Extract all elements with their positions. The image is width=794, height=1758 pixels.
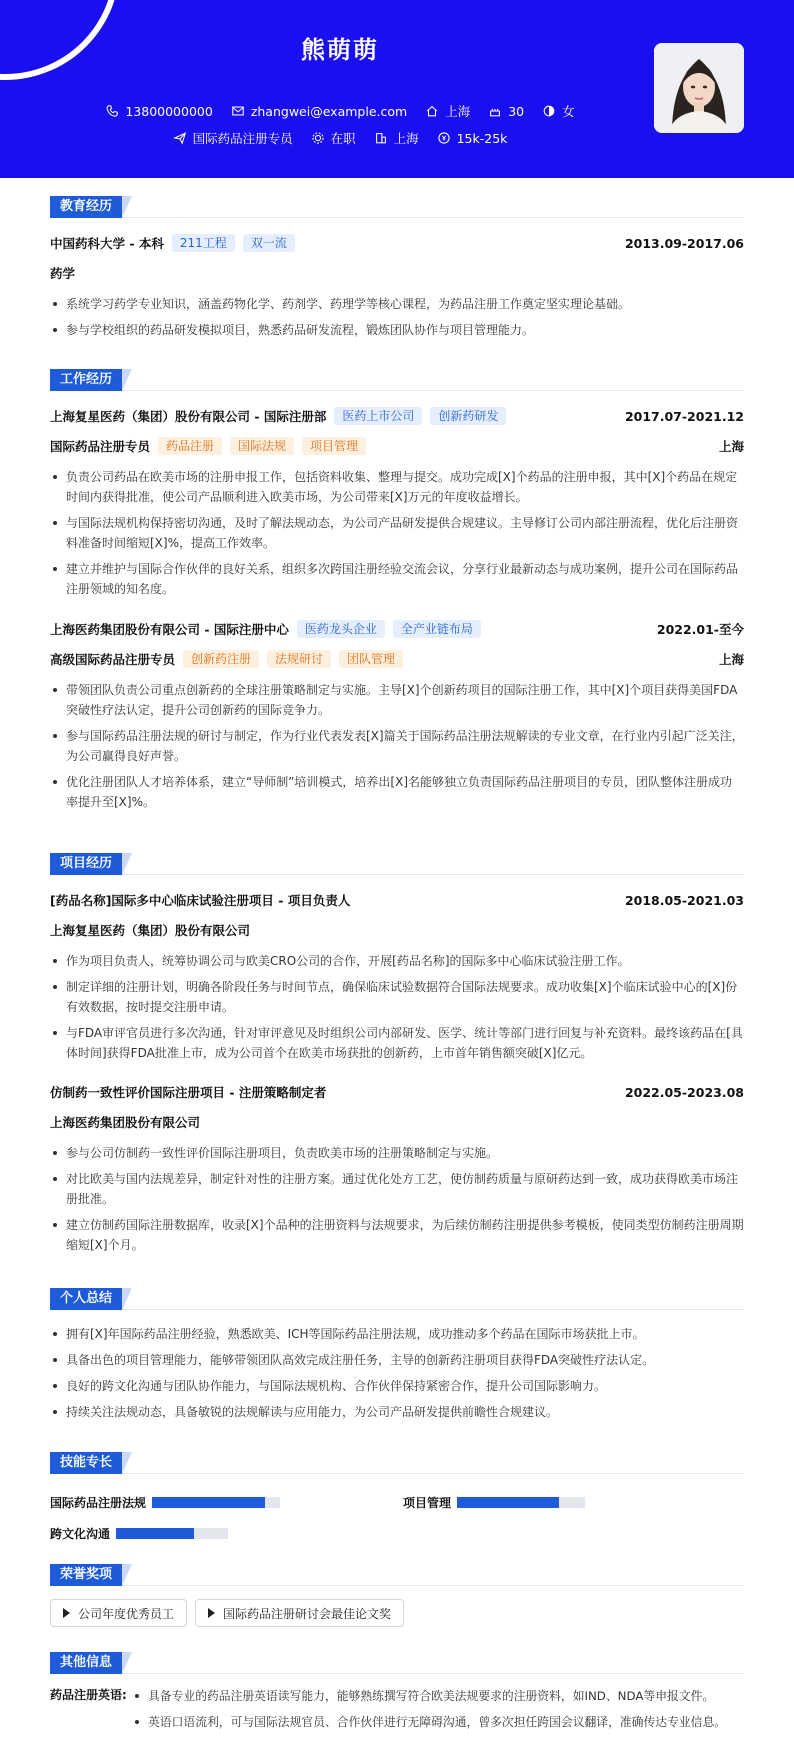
education-section [50,196,744,337]
candidate-name: 熊萌萌 [301,36,379,64]
project-org: 上海医药集团股份有限公司 [50,1115,201,1130]
coin-icon [437,131,451,145]
role-tag: 团队管理 [339,650,403,668]
work-period: 2017.07-2021.12 [624,408,744,424]
project-title: 仿制药一致性评价国际注册项目 - 注册策略制定者 [50,1085,327,1100]
skill-item [50,1525,228,1542]
other-title: 其他信息 [50,1652,122,1674]
project-period: 2022.05-2023.08 [624,1084,744,1100]
work-bullets [50,680,744,818]
skill-bar-fill [116,1528,194,1539]
gear-icon [311,131,325,145]
skill-name: 项目管理 [403,1496,452,1510]
email-item [231,104,407,119]
education-bullets [50,294,744,346]
work-role [50,650,403,668]
project-period: 2018.05-2021.03 [624,892,744,908]
phone-icon [105,104,119,118]
other-bullets [132,1686,744,1738]
gender-item [542,102,575,120]
role-name: 高级国际药品注册专员 [50,652,176,667]
role-tag: 药品注册 [158,437,222,455]
list-item: 具备专业的药品注册英语读写能力，能够熟练撰写符合欧美法规要求的注册资料，如IND、NDA等申报文件。 [132,1686,744,1706]
work-section [50,369,744,809]
summary-bullets [50,1324,744,1428]
skill-bar [116,1528,228,1539]
company-name: 上海医药集团股份有限公司 - 国际注册中心 [50,622,289,637]
work-company [50,407,506,425]
projects-section [50,853,744,1252]
project-org-row [50,921,744,939]
list-item: 负责公司药品在欧美市场的注册申报工作，包括资料收集、整理与提交。成功完成[X]个药品的注册申报，其中[X]个药品在规定时间内获得批准，使公司产品顺利进入欧美市场，为公司带来[X]万元的年度收益增长。 [50,467,744,507]
role-tag: 项目管理 [302,437,366,455]
work-header [50,369,744,391]
list-item: 制定详细的注册计划，明确各阶段任务与时间节点，确保临床试验数据符合国际法规要求。成功收集[X]个临床试验中心的[X]份有效数据，按时提交注册申请。 [50,977,744,1017]
summary-section [50,1288,744,1419]
cake-icon [488,104,502,118]
skills-title: 技能专长 [50,1452,122,1474]
job-intent-row [0,129,680,147]
list-item: 优化注册团队人才培养体系，建立“导师制”培训模式，培养出[X]名能够独立负责国际药品注册项目的专员，团队整体注册成功率提升至[X]%。 [50,772,744,812]
role-tag: 创新药注册 [183,650,259,668]
role-tag: 国际法规 [230,437,294,455]
education-header [50,196,744,218]
project-title: [药品名称]国际多中心临床试验注册项目 - 项目负责人 [50,893,351,908]
list-item: 与国际法规机构保持密切沟通，及时了解法规动态，为公司产品研发提供合规建议。主导修订公司内部注册流程，优化后注册资料准备时间缩短[X]%，提高工作效率。 [50,513,744,553]
list-item: 系统学习药学专业知识，涵盖药物化学、药剂学、药理学等核心课程，为药品注册工作奠定坚实理论基础。 [50,294,744,314]
status-text: 在职 [330,131,356,146]
profile-photo [654,43,744,133]
list-item: 持续关注法规动态，具备敏锐的法规解读与应用能力，为公司产品研发提供前瞻性合规建议。 [50,1402,744,1422]
company-tag: 医药龙头企业 [297,620,385,638]
work-bullets [50,467,744,605]
summary-title: 个人总结 [50,1288,122,1310]
project-org: 上海复星医药（集团）股份有限公司 [50,923,251,938]
list-item: 参与国际药品注册法规的研讨与制定，作为行业代表发表[X]篇关于国际药品注册法规解读的专业文章，在行业内引起广泛关注，为公司赢得良好声誉。 [50,726,744,766]
send-icon [173,131,187,145]
skill-bar [152,1497,280,1508]
skill-bar-fill [152,1497,265,1508]
list-item: 拥有[X]年国际药品注册经验，熟悉欧美、ICH等国际药品注册法规，成功推动多个药品在国际市场获批上市。 [50,1324,744,1344]
award-badge [195,1599,404,1627]
mail-icon [231,104,245,118]
gender-icon [542,104,556,118]
project-bullets [50,1143,744,1261]
list-item: 参与学校组织的药品研发模拟项目，熟悉药品研发流程，锻炼团队协作与项目管理能力。 [50,320,744,340]
skill-bar [457,1497,585,1508]
work-city: 上海 [718,439,744,454]
company-name: 上海复星医药（集团）股份有限公司 - 国际注册部 [50,409,327,424]
project-entry-row [50,891,744,909]
skill-name: 跨文化沟通 [50,1527,111,1541]
target-city-item [374,129,419,147]
location-text: 上海 [445,104,471,119]
play-icon [63,1608,70,1618]
company-tag: 医药上市公司 [334,407,422,425]
work-title: 工作经历 [50,369,122,391]
work-entry-row [50,620,744,638]
school-tag: 双一流 [243,234,295,252]
list-item: 作为项目负责人，统筹协调公司与欧美CRO公司的合作，开展[药品名称]的国际多中心临床试验注册工作。 [50,951,744,971]
skill-bar-fill [457,1497,559,1508]
phone-item [105,104,212,119]
project-bullets [50,951,744,1069]
skills-section [50,1452,744,1541]
age-item [488,104,524,119]
list-item: 参与公司仿制药一致性评价国际注册项目，负责欧美市场的注册策略制定与实施。 [50,1143,744,1163]
salary-text: 15k-25k [456,130,508,146]
salary-item [437,131,508,146]
list-item: 英语口语流利，可与国际法规官员、合作伙伴进行无障碍沟通，曾多次担任跨国会议翻译，准确传达专业信息。 [132,1712,744,1732]
project-org-row [50,1113,744,1131]
education-title: 教育经历 [50,196,122,218]
role-name: 国际药品注册专员 [50,439,151,454]
portrait-image [654,43,744,133]
education-school [50,234,295,252]
awards-header [50,1564,744,1586]
company-tag: 全产业链布局 [393,620,481,638]
education-period: 2013.09-2017.06 [624,235,744,251]
home-icon [425,104,439,118]
award-text: 公司年度优秀员工 [78,1606,175,1621]
building-icon [374,131,388,145]
awards-title: 荣誉奖项 [50,1564,122,1586]
skills-header [50,1452,744,1474]
age-text: 30 [508,103,525,119]
summary-header [50,1288,744,1310]
phone-text: 13800000000 [125,103,213,119]
list-item: 良好的跨文化沟通与团队协作能力，与国际法规机构、合作伙伴保持紧密合作，提升公司国际影响力。 [50,1376,744,1396]
education-major-row [50,264,744,282]
list-item: 带领团队负责公司重点创新药的全球注册策略制定与实施。主导[X]个创新药项目的国际注册工作，其中[X]个项目获得美国FDA突破性疗法认定，提升公司创新药的国际竞争力。 [50,680,744,720]
list-item: 对比欧美与国内法规差异，制定针对性的注册方案。通过优化处方工艺，使仿制药质量与原研药达到一致，成功获得欧美市场注册批准。 [50,1169,744,1209]
school-tag: 211工程 [172,234,235,252]
award-text: 国际药品注册研讨会最佳论文奖 [223,1606,392,1621]
education-entry-row [50,234,744,252]
projects-title: 项目经历 [50,853,122,875]
play-icon [208,1608,215,1618]
skill-item [50,1494,280,1511]
gender-text: 女 [562,104,575,119]
work-company [50,620,481,638]
award-badge [50,1599,187,1627]
skill-item [403,1494,585,1511]
education-major: 药学 [50,266,76,281]
work-city: 上海 [718,652,744,667]
target-city-text: 上海 [393,131,419,146]
contact-row [0,102,680,120]
work-role-row [50,437,744,455]
list-item: 建立仿制药国际注册数据库，收录[X]个品种的注册资料与法规要求，为后续仿制药注册提供参考模板，使同类型仿制药注册周期缩短[X]个月。 [50,1215,744,1255]
school-name: 中国药科大学 - 本科 [50,236,164,251]
role-tag: 法规研讨 [267,650,331,668]
project-entry-row [50,1083,744,1101]
work-period: 2022.01-至今 [656,622,744,637]
job-title-text: 国际药品注册专员 [192,131,293,146]
work-entry-row [50,407,744,425]
job-title-item [173,129,293,147]
list-item: 与FDA审评官员进行多次沟通，针对审评意见及时组织公司内部研发、医学、统计等部门进行回复与补充资料。最终该药品在[具体时间]获得FDA批准上市，成为公司首个在欧美市场获批的创新药，上市首年销售额突破[X]亿元。 [50,1023,744,1063]
skill-name: 国际药品注册法规 [50,1496,147,1510]
resume-header [0,0,794,178]
awards-section [50,1564,744,1621]
status-item [311,129,356,147]
email-text: zhangwei@example.com [250,103,408,119]
other-header [50,1652,744,1674]
location-item [425,102,470,120]
work-role [50,437,366,455]
list-item: 建立并维护与国际合作伙伴的良好关系，组织多次跨国注册经验交流会议，分享行业最新动态与成功案例，提升公司在国际药品注册领域的知名度。 [50,559,744,599]
company-tag: 创新药研发 [430,407,506,425]
projects-header [50,853,744,875]
list-item: 具备出色的项目管理能力，能够带领团队高效完成注册任务，主导的创新药注册项目获得FDA突破性疗法认定。 [50,1350,744,1370]
other-label: 药品注册英语: [50,1688,127,1702]
other-section [50,1652,744,1729]
work-role-row [50,650,744,668]
